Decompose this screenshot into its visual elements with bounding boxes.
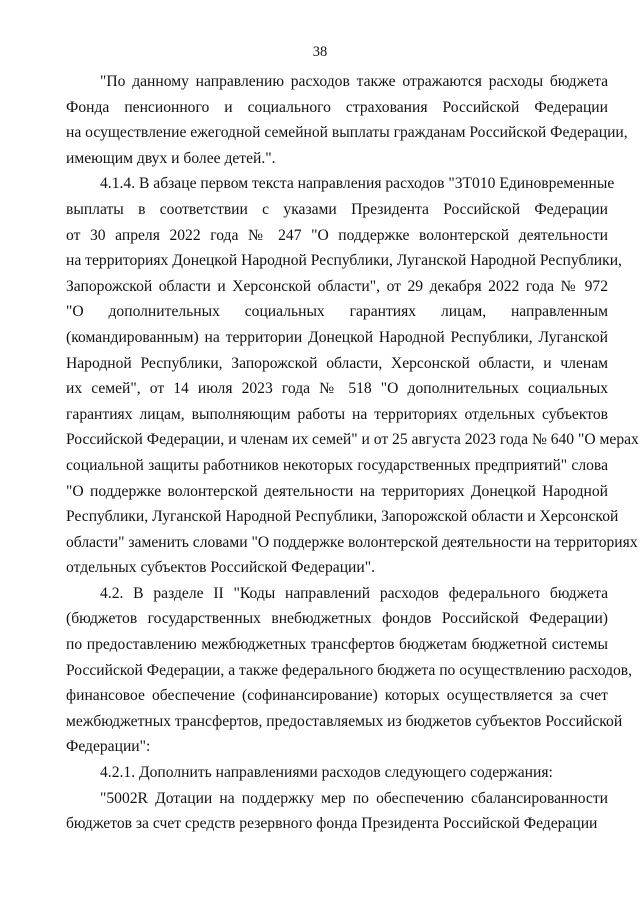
paragraph <box>66 69 628 171</box>
text-line: 4.2.1. Дополнить направлениями расходов следующего содержания: <box>100 764 553 782</box>
text-line: отдельных субъектов Российской Федерации". <box>66 559 375 577</box>
text-line: социальной защиты работников некоторых государственных предприятий" слова <box>66 456 608 474</box>
document-body <box>66 69 639 837</box>
text-line: Республики, Луганской Народной Республики, Запорожской области и Херсонской <box>66 508 619 526</box>
text-line: (бюджетов государственных внебюджетных фондов Российской Федерации) <box>66 610 608 628</box>
text-line: финансовое обеспечение (софинансирование) которых осуществляется за счет <box>66 687 608 705</box>
text-line: бюджетов за счет средств резервного фонда Президента Российской Федерации <box>66 815 598 833</box>
text-line: Федерации": <box>66 738 151 756</box>
text-line: по предоставлению межбюджетных трансфертов бюджетам бюджетной системы <box>66 636 608 654</box>
paragraph <box>66 760 608 786</box>
text-line: "О поддержке волонтерской деятельности на территориях Донецкой Народной <box>66 482 608 500</box>
text-line: 4.1.4. В абзаце первом текста направления расходов "3Т010 Единовременные <box>100 175 615 193</box>
text-line: Фонда пенсионного и социального страхования Российской Федерации <box>66 98 608 116</box>
text-line: 4.2. В разделе II "Коды направлений расходов федерального бюджета <box>100 584 608 602</box>
text-line: имеющим двух и более детей.". <box>66 149 276 167</box>
text-line: Российской Федерации, и членам их семей" и от 25 августа 2023 года № 640 "О мерах <box>66 431 639 449</box>
paragraph <box>66 581 633 760</box>
text-line: "5002R Дотации на поддержку мер по обеспечению сбалансированности <box>100 789 608 807</box>
text-line: области" заменить словами "О поддержке волонтерской деятельности на территориях <box>66 533 638 551</box>
text-line: от 30 апреля 2022 года № 247 "О поддержке волонтерской деятельности <box>66 226 608 244</box>
text-line: гарантиях лицам, выполняющим работы на территориях отдельных субъектов <box>66 405 608 423</box>
text-line: Запорожской области и Херсонской области", от 29 декабря 2022 года № 972 <box>66 277 608 295</box>
text-line: межбюджетных трансфертов, предоставляемых из бюджетов субъектов Российской <box>66 712 623 730</box>
text-line: Российской Федерации, а также федерального бюджета по осуществлению расходов, <box>66 661 633 679</box>
text-line: "По данному направлению расходов также отражаются расходы бюджета <box>100 73 608 90</box>
text-line: "О дополнительных социальных гарантиях лицам, направленным <box>66 303 608 321</box>
page-number: 38 <box>312 44 328 60</box>
paragraph <box>66 786 608 837</box>
text-line: (командированным) на территории Донецкой Народной Республики, Луганской <box>66 328 608 346</box>
text-line: выплаты в соответствии с указами Президента Российской Федерации <box>66 200 608 218</box>
text-line: их семей", от 14 июля 2023 года № 518 "О дополнительных социальных <box>66 380 608 398</box>
text-line: на осуществление ежегодной семейной выплаты гражданам Российской Федерации, <box>66 124 628 142</box>
paragraph <box>66 171 639 581</box>
text-line: Народной Республики, Запорожской области, Херсонской области, и членам <box>66 354 608 372</box>
text-line: на территориях Донецкой Народной Республики, Луганской Народной Республики, <box>66 252 622 270</box>
